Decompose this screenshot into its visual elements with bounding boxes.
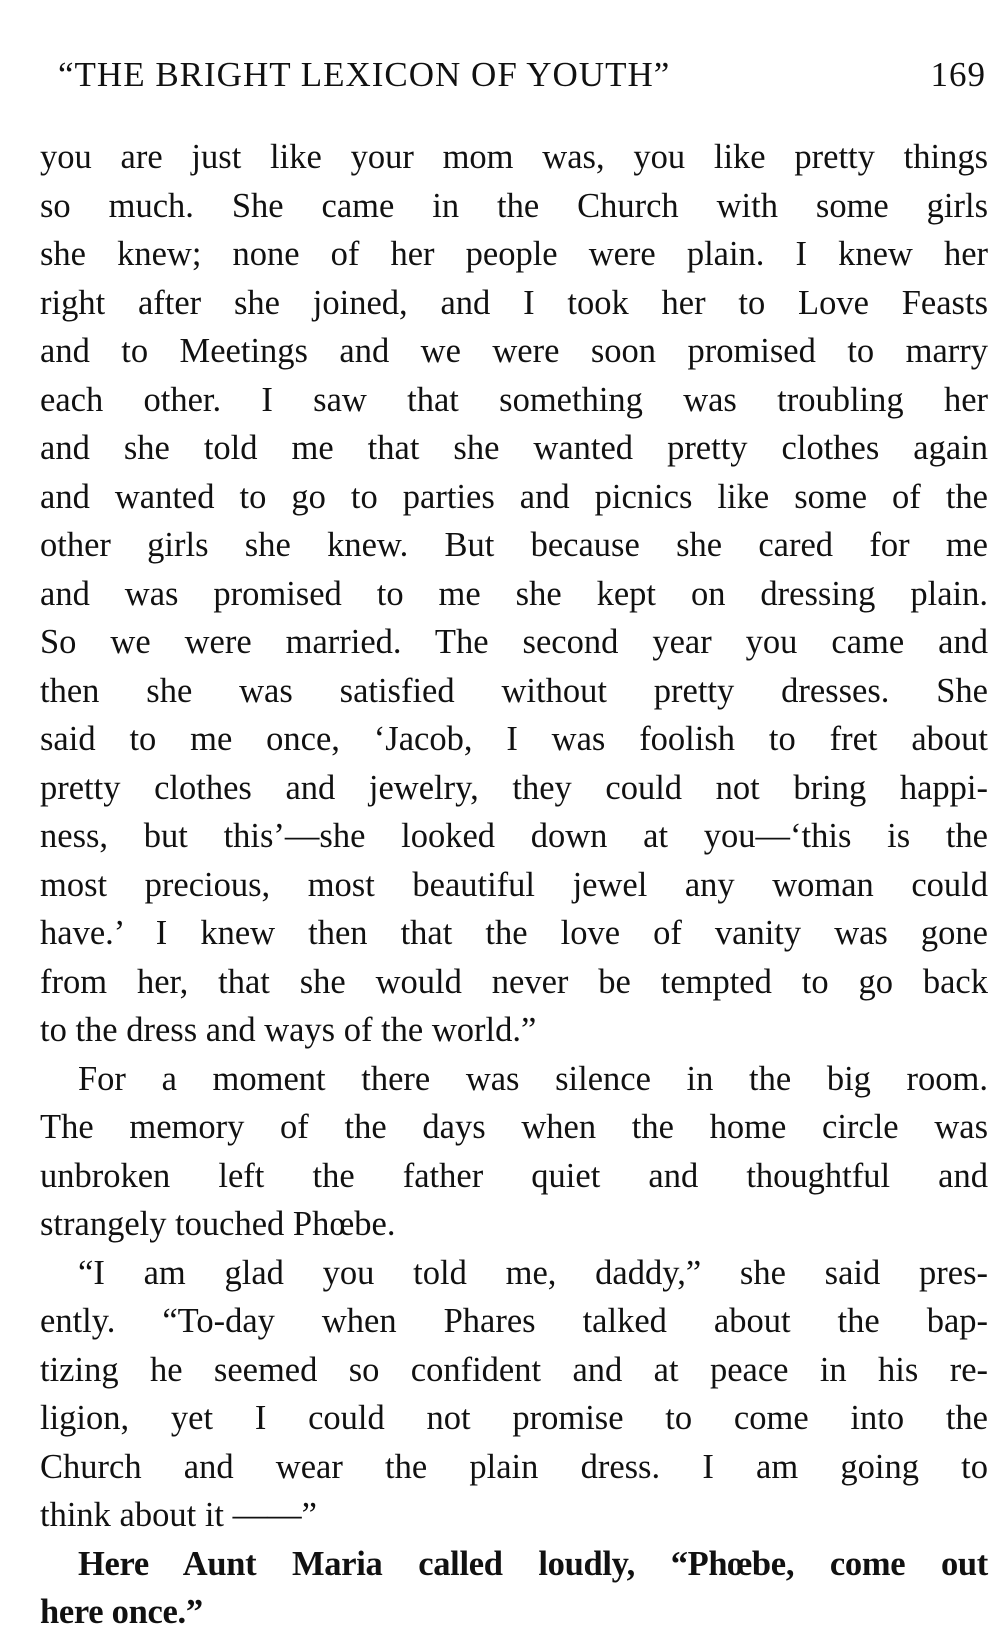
text-line: you are just like your mom was, you like pretty things <box>40 138 988 176</box>
text-line: and to Meetings and we were soon promised to marry <box>40 332 988 370</box>
text-line: each other. I saw that something was troubling her <box>40 380 988 419</box>
text-line: and she told me that she wanted pretty clothes again <box>40 429 988 467</box>
text-line: think about it ——” <box>40 1496 317 1534</box>
text-line: The memory of the days when the home circle was <box>40 1108 988 1146</box>
text-line: strangely touched Phœbe. <box>40 1205 396 1243</box>
text-line: to the dress and ways of the world.” <box>40 1011 537 1049</box>
text-line: tizing he seemed so confident and at peace in his re- <box>40 1350 988 1389</box>
page-number: 169 <box>930 55 986 94</box>
text-line: unbroken left the father quiet and thoughtful and <box>40 1156 988 1195</box>
text-line: ligion, yet I could not promise to come into the <box>40 1399 988 1437</box>
text-line: ness, but this’—she looked down at you—‘this is the <box>40 817 988 855</box>
text-line: here once.” <box>40 1593 203 1631</box>
text-line: and was promised to me she kept on dressing plain. <box>40 574 988 613</box>
text-line: Here Aunt Maria called loudly, “Phœbe, come out <box>78 1544 988 1583</box>
body-text <box>40 133 988 1637</box>
text-line: ently. “To-day when Phares talked about the bap- <box>40 1302 988 1340</box>
text-line: Church and wear the plain dress. I am going to <box>40 1447 988 1486</box>
text-line: and wanted to go to parties and picnics like some of the <box>40 477 988 516</box>
running-title: “THE BRIGHT LEXICON OF YOUTH” <box>58 55 671 94</box>
text-line: For a moment there was silence in the big room. <box>78 1059 988 1098</box>
text-line: right after she joined, and I took her to Love Feasts <box>40 283 988 322</box>
text-line: she knew; none of her people were plain. I knew her <box>40 235 988 273</box>
text-line: pretty clothes and jewelry, they could not bring happi- <box>40 768 988 807</box>
text-line: said to me once, ‘Jacob, I was foolish to fret about <box>40 720 988 758</box>
running-head <box>58 50 986 100</box>
text-line: So we were married. The second year you came and <box>40 623 988 661</box>
text-line: then she was satisfied without pretty dresses. She <box>40 671 988 710</box>
text-line: most precious, most beautiful jewel any woman could <box>40 865 988 904</box>
text-line: have.’ I knew then that the love of vanity was gone <box>40 914 988 952</box>
text-line: from her, that she would never be tempted to go back <box>40 962 988 1001</box>
text-line: “I am glad you told me, daddy,” she said pres- <box>78 1253 988 1292</box>
text-line: so much. She came in the Church with some girls <box>40 186 988 225</box>
text-line: other girls she knew. But because she cared for me <box>40 526 988 564</box>
